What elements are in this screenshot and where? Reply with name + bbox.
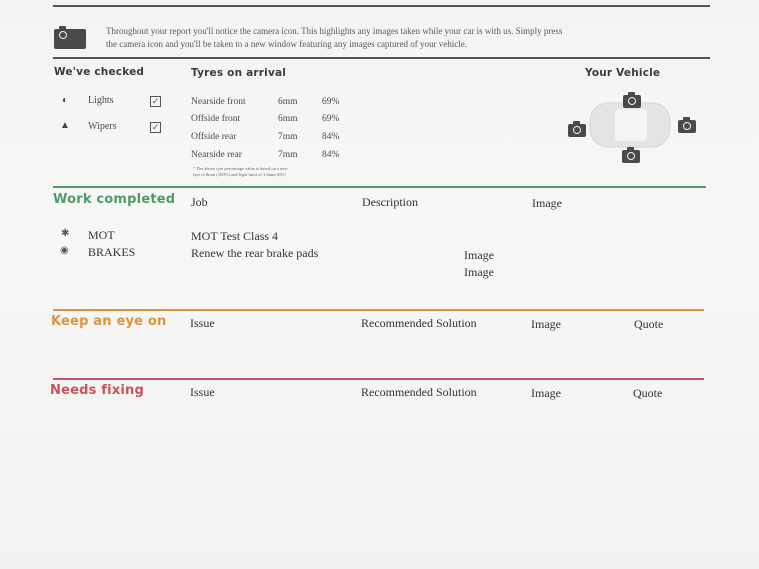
intro-line-2: the camera icon and you'll be taken to a new window featuring any images captured of your vehicle. [106, 39, 467, 49]
vehicle-camera-right-icon[interactable] [678, 120, 696, 133]
light-icon: ◐ [62, 95, 69, 106]
tyre-footnote-1: * The above tyre percentage value is based on a new [193, 166, 288, 171]
work-col-job: Job [191, 195, 208, 209]
image-link[interactable]: Image [464, 265, 494, 279]
keep-an-eye-rule [53, 309, 704, 311]
needs-fixing-title: Needs fixing [50, 383, 144, 398]
keep-col-image: Image [531, 317, 561, 331]
keep-col-solution: Recommended Solution [361, 316, 477, 330]
work-col-image: Image [532, 196, 562, 210]
fix-col-image: Image [531, 386, 561, 400]
camera-icon [54, 29, 86, 49]
work-description-mot: MOT Test Class 4 [191, 229, 279, 243]
needs-fixing-rule [53, 378, 704, 380]
top-rule [53, 5, 710, 7]
tyre-position: Nearside front [191, 97, 246, 107]
image-link[interactable]: Image [464, 248, 494, 262]
vehicle-camera-rear-icon[interactable] [622, 150, 640, 163]
tyre-depth: 6mm [278, 114, 298, 124]
checked-item-wipers: Wipers [88, 121, 117, 132]
tyre-pct: 84% [322, 150, 340, 160]
tyre-depth: 7mm [278, 132, 298, 142]
vehicle-title: Your Vehicle [585, 67, 661, 79]
work-col-description: Description [362, 195, 418, 209]
fix-col-issue: Issue [190, 385, 215, 399]
tyre-pct: 84% [322, 132, 340, 142]
vehicle-camera-front-icon[interactable] [623, 95, 641, 108]
tyre-depth: 7mm [278, 150, 298, 160]
wipers-check-icon: ✓ [151, 122, 160, 132]
wiper-icon: ▲ [60, 120, 70, 131]
tyre-depth: 6mm [278, 97, 298, 107]
work-job-brakes: BRAKES [88, 245, 136, 259]
brake-icon: ◉ [60, 245, 69, 256]
header-rule [53, 57, 710, 59]
checked-item-lights: Lights [88, 95, 114, 106]
tyre-pct: 69% [322, 114, 340, 124]
tyre-footnote-2: tyre of 8mm (100%) and legal limit of 1.6mm (0%) [193, 172, 286, 177]
lights-check-icon: ✓ [151, 96, 160, 106]
keep-col-issue: Issue [190, 316, 215, 330]
tyre-position: Offside front [191, 114, 241, 124]
mot-icon: ✱ [61, 228, 70, 239]
fix-col-quote: Quote [633, 386, 663, 400]
tyres-title: Tyres on arrival [191, 67, 287, 79]
intro-line-1: Throughout your report you'll notice the camera icon. This highlights any images taken while your car is with us. Simply press [106, 26, 563, 36]
tyre-position: Nearside rear [191, 150, 242, 160]
checked-title: We've checked [54, 66, 145, 78]
work-completed-title: Work completed [53, 192, 176, 207]
vehicle-camera-left-icon[interactable] [568, 124, 586, 137]
work-job-mot: MOT [88, 228, 115, 242]
work-description-brakes: Renew the rear brake pads [191, 246, 319, 260]
keep-an-eye-title: Keep an eye on [51, 314, 167, 329]
fix-col-solution: Recommended Solution [361, 385, 477, 399]
work-completed-rule [53, 186, 706, 188]
keep-col-quote: Quote [634, 317, 664, 331]
tyre-position: Offside rear [191, 132, 237, 142]
tyre-pct: 69% [322, 97, 340, 107]
